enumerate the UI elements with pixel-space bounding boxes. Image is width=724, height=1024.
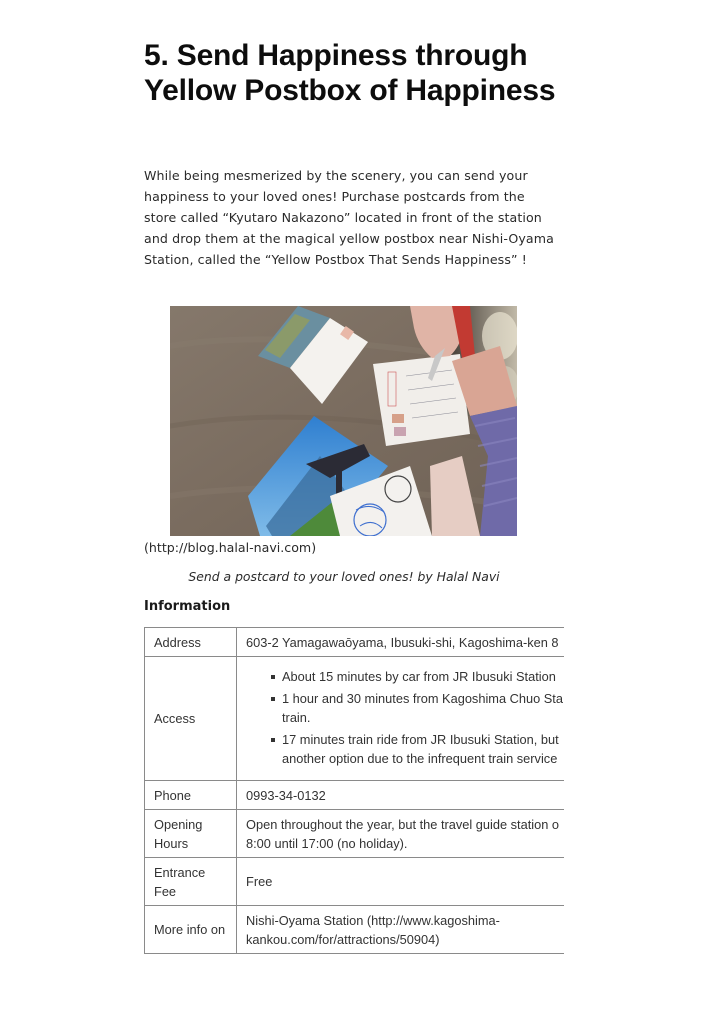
- postcards-photo: [170, 306, 517, 536]
- more-info-value[interactable]: [237, 906, 565, 954]
- access-item: [271, 689, 564, 727]
- information-heading: Information: [144, 599, 231, 614]
- entrance-fee-label: Entrance Fee: [145, 858, 237, 906]
- access-label: Access: [145, 657, 237, 781]
- information-table: [144, 627, 564, 954]
- more-info-line[interactable]: Nishi-Oyama Station (http://www.kagoshima-: [246, 912, 500, 928]
- table-row-opening-hours: [145, 810, 565, 858]
- image-source-link[interactable]: (http://blog.halal-navi.com): [144, 540, 317, 555]
- address-value: 603-2 Yamagawaōyama, Ibusuki-shi, Kagoshima-ken 8: [237, 628, 565, 657]
- access-list: [246, 667, 564, 774]
- access-item-line: another option due to the infrequent train service: [282, 750, 558, 766]
- opening-hours-line: 8:00 until 17:00 (no holiday).: [246, 835, 408, 851]
- access-item-line: train.: [282, 709, 311, 725]
- access-item: [271, 730, 564, 768]
- access-value: [237, 657, 565, 781]
- access-item-line: 17 minutes train ride from JR Ibusuki Station, but: [282, 731, 559, 747]
- information-table-container: [144, 627, 564, 957]
- table-row-more-info: [145, 906, 565, 954]
- more-info-line[interactable]: kankou.com/for/attractions/50904): [246, 931, 440, 947]
- more-info-label: More info on: [145, 906, 237, 954]
- opening-hours-line: Open throughout the year, but the travel guide station o: [246, 816, 560, 832]
- access-item: About 15 minutes by car from JR Ibusuki Station: [271, 667, 564, 686]
- table-row-access: [145, 657, 565, 781]
- section-heading: 5. Send Happiness through Yellow Postbox of Happiness: [144, 39, 556, 107]
- access-item-line: 1 hour and 30 minutes from Kagoshima Chuo Sta: [282, 690, 563, 706]
- opening-hours-label: Opening Hours: [145, 810, 237, 858]
- table-row-phone: [145, 781, 565, 810]
- entrance-fee-value: Free: [237, 858, 565, 906]
- opening-hours-value: [237, 810, 565, 858]
- image-caption: Send a postcard to your loved ones! by Halal Navi: [188, 569, 500, 584]
- phone-label: Phone: [145, 781, 237, 810]
- intro-paragraph: While being mesmerized by the scenery, you can send your happiness to your loved ones! Purchase postcards from the store called “Kyutaro Nakazono” located in front of the station and drop them at the magical yellow postbox near Nishi-Oyama Station, called the “Yellow Postbox That Sends Happiness” !: [144, 168, 554, 267]
- table-row-entrance-fee: [145, 858, 565, 906]
- table-row-address: [145, 628, 565, 657]
- address-label: Address: [145, 628, 237, 657]
- phone-value[interactable]: 0993-34-0132: [237, 781, 565, 810]
